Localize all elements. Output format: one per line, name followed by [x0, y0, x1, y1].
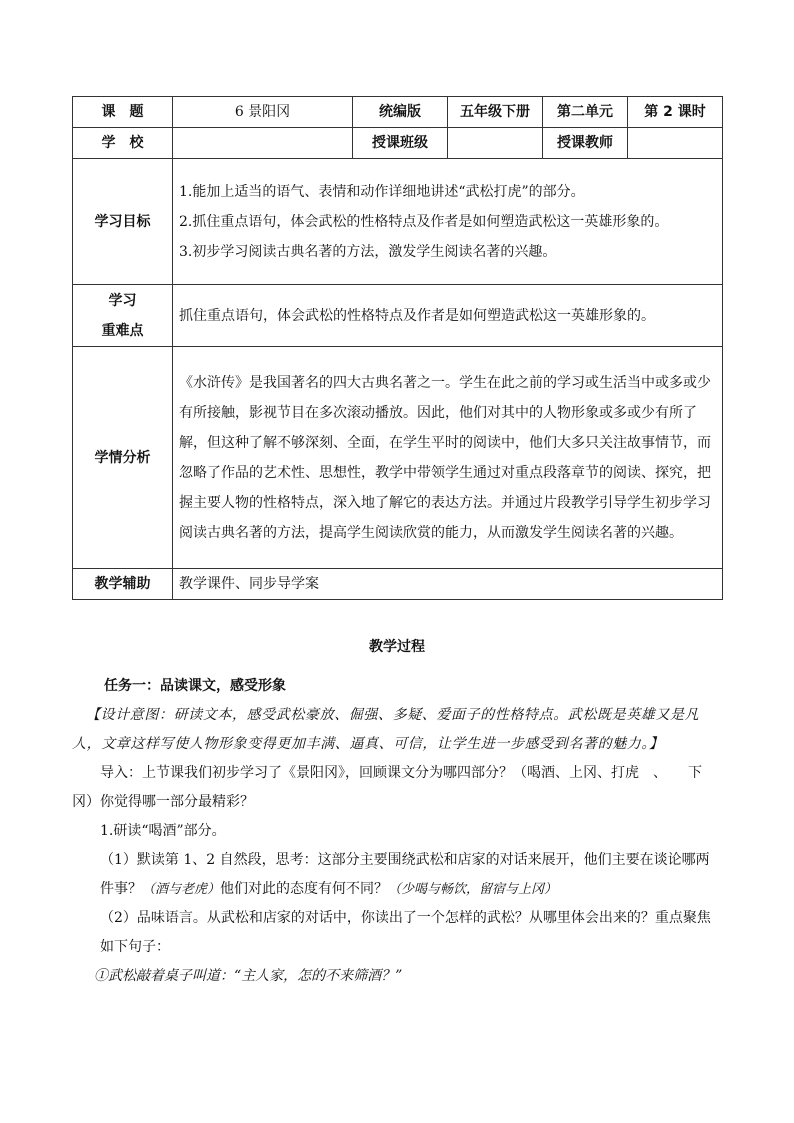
label-key-points-line1: 学习	[108, 292, 137, 309]
teacher-value	[628, 128, 723, 159]
table-row-goals	[73, 159, 723, 285]
label-teacher: 授课教师	[543, 128, 628, 159]
task-heading: 任务一：品读课文，感受形象	[104, 678, 286, 694]
quote-sentence: ①武松敲着桌子叫道：“主人家，怎的不来筛酒？”	[94, 968, 403, 984]
design-intent: 【设计意图：研读文本，感受武松豪放、倔强、多疑、爱面子的性格特点。武松既是英雄又是凡人，文章这样写使人物形象变得更加丰满、逼真、可信，让学生进一步感受到名著的魅力。】	[72, 707, 700, 752]
label-key-points	[73, 285, 173, 347]
table-row-aids	[73, 569, 723, 600]
goals-cell	[173, 159, 723, 285]
grade: 五年级下册	[448, 97, 543, 128]
table-row-analysis	[73, 347, 723, 569]
edition: 统编版	[353, 97, 448, 128]
label-topic: 课 题	[73, 97, 173, 128]
unit: 第二单元	[543, 97, 628, 128]
label-goals: 学习目标	[73, 159, 173, 285]
label-aids: 教学辅助	[73, 569, 173, 600]
analysis-text: 《水浒传》是我国著名的四大古典名著之一。学生在此之前的学习或生活当中或多或少有所接触，影视节目在多次滚动播放。因此，他们对其中的人物形象或多或少有所了解，但这种了解不够深刻、全面，在学生平时的阅读中，他们大多只关注故事情节，而忽略了作品的艺术性、思想性，教学中带领学生通过对重点段落章节的阅读、探究，把握主要人物的性格特点，深入地了解它的表达方法。并通过片段教学引导学生初步学习阅读古典名著的方法，提高学生阅读欣赏的能力，从而激发学生阅读名著的兴趣。	[173, 347, 723, 569]
step-heading: 1.研读“喝酒”部分。	[100, 823, 226, 839]
question-1-answer-a: （酒与老虎）	[142, 882, 221, 897]
lesson-info-table	[72, 96, 723, 600]
table-row-school	[73, 128, 723, 159]
label-analysis: 学情分析	[73, 347, 173, 569]
question-1-text: （1）默读第 1、2 自然段，思考：这部分主要围绕武松和店家的对话来展开，他们主要在谈论哪两件事？	[100, 852, 710, 897]
process-body	[72, 672, 722, 991]
question-1-answer-b: （少喝与畅饮，留宿与上冈）	[388, 882, 558, 897]
goal-item: 1.能加上适当的语气、表情和动作详细地讲述“武松打虎”的部分。	[179, 183, 585, 200]
question-2: （2）品味语言。从武松和店家的对话中，你读出了一个怎样的武松？从哪里体会出来的？重点聚焦如下句子：	[100, 910, 711, 955]
table-row-title	[73, 97, 723, 128]
intro-paragraph: 导入：上节课我们初步学习了《景阳冈》，回顾课文分为哪四部分？（喝酒、上冈、打虎 、 下冈）你觉得哪一部分最精彩？	[72, 765, 702, 810]
label-class: 授课班级	[353, 128, 448, 159]
question-1-mid: 他们对此的态度有何不同？	[220, 881, 389, 897]
aids-text: 教学课件、同步导学案	[173, 569, 723, 600]
class-value	[448, 128, 543, 159]
table-row-key-points	[73, 285, 723, 347]
goal-item: 3.初步学习阅读古典名著的方法，激发学生阅读名著的兴趣。	[179, 243, 557, 260]
school-value	[173, 128, 353, 159]
key-points-text: 抓住重点语句，体会武松的性格特点及作者是如何塑造武松这一英雄形象的。	[173, 285, 723, 347]
question-1	[72, 846, 722, 904]
process-title: 教学过程	[369, 639, 425, 655]
lesson-period: 第 2 课时	[628, 97, 723, 128]
lesson-title: 6 景阳冈	[173, 97, 353, 128]
label-school: 学 校	[73, 128, 173, 159]
label-key-points-line2: 重难点	[101, 322, 144, 339]
goal-item: 2.抓住重点语句，体会武松的性格特点及作者是如何塑造武松这一英雄形象的。	[179, 213, 669, 230]
